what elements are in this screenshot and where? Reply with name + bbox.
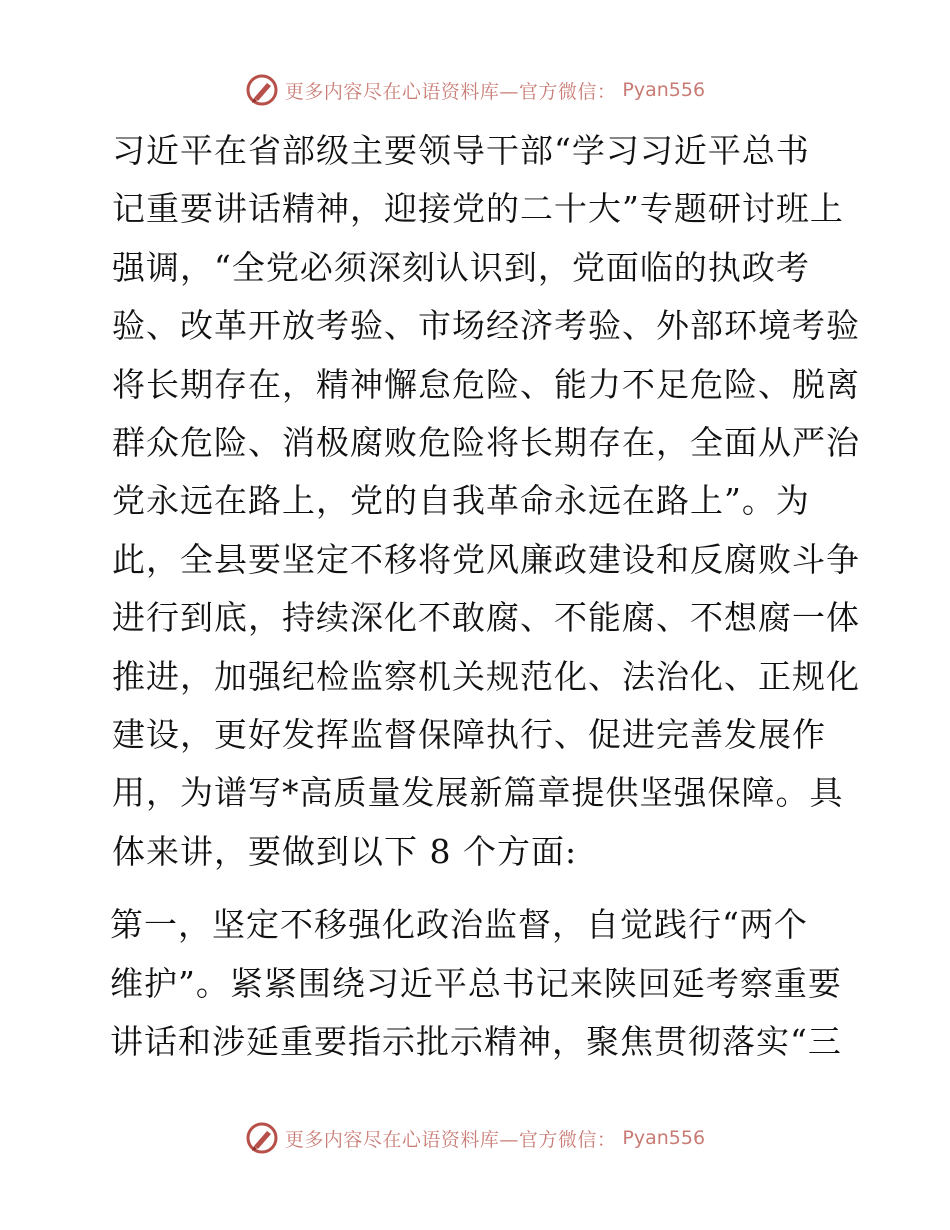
watermark-wechat-id: Pyan556 bbox=[622, 79, 706, 101]
text-line: 体来讲，要做到以下 8 个方面: bbox=[112, 831, 578, 871]
paragraph-intro bbox=[98, 122, 858, 881]
text-line: 推进，加强纪检监察机关规范化、法治化、正规化 bbox=[112, 656, 860, 696]
text-line: 党永远在路上，党的自我革命永远在路上”。为 bbox=[112, 481, 810, 521]
text-line: 讲话和涉延重要指示批示精神，聚焦贯彻落实“三 bbox=[110, 1022, 842, 1062]
text-line: 习近平在省部级主要领导干部“学习习近平总书 bbox=[112, 131, 810, 170]
text-line: 第一，坚定不移强化政治监督，自觉践行“两个 bbox=[110, 905, 808, 945]
text-line: 用，为谱写*高质量发展新篇章提供坚强保障。具 bbox=[112, 773, 844, 813]
text-line: 进行到底，持续深化不敢腐、不能腐、不想腐一体 bbox=[112, 598, 860, 638]
text-line: 验、改革开放考验、市场经济考验、外部环境考验 bbox=[112, 306, 860, 346]
watermark-wechat-id: Pyan556 bbox=[622, 1127, 706, 1149]
text-line: 强调，“全党必须深刻认识到，党面临的执政考 bbox=[112, 247, 810, 287]
watermark-text: 更多内容尽在心语资料库—官方微信： bbox=[284, 80, 617, 103]
watermark-text: 更多内容尽在心语资料库—官方微信： bbox=[284, 1128, 617, 1151]
text-line: 记重要讲话精神，迎接党的二十大”专题研讨班上 bbox=[112, 189, 844, 229]
text-line: 此，全县要坚定不移将党风廉政建设和反腐败斗争 bbox=[112, 539, 860, 579]
paragraph-first-point bbox=[98, 896, 858, 1071]
document-body bbox=[98, 122, 858, 1072]
text-line: 建设，更好发挥监督保障执行、促进完善发展作 bbox=[112, 715, 826, 755]
text-line: 维护”。紧紧围绕习近平总书记来陕回延考察重要 bbox=[110, 963, 842, 1003]
text-line: 将长期存在，精神懈怠危险、能力不足危险、脱离 bbox=[112, 364, 860, 404]
footer-watermark bbox=[0, 1118, 950, 1158]
header-watermark bbox=[0, 70, 950, 110]
pen-logo-icon bbox=[245, 1121, 279, 1155]
pen-logo-icon bbox=[245, 73, 279, 107]
text-line: 群众危险、消极腐败危险将长期存在，全面从严治 bbox=[112, 423, 860, 463]
